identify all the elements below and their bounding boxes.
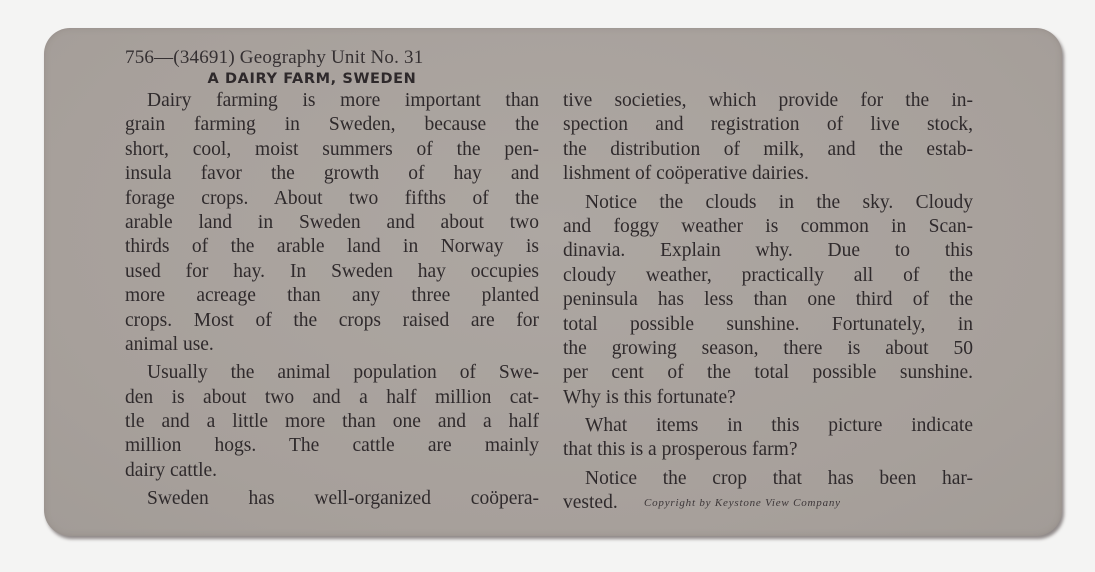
text-line: per cent of the total possible sunshine. [563,362,973,384]
text-line: arable land in Sweden and about two [125,211,539,233]
paragraph [125,89,539,357]
text-line: tle and a little more than one and a half [125,411,539,433]
text-line: Usually the animal population of Swe- [147,362,539,384]
text-line: tive societies, which provide for the in- [563,90,973,111]
text-line: spection and registration of live stock, [563,114,973,136]
text-line: million hogs. The cattle are mainly [125,435,539,457]
stereoview-card-back [44,28,1062,536]
text-line: grain farming in Sweden, because the [125,114,539,136]
paragraph [563,191,973,411]
text-line: lishment of coöperative dairies. [563,163,809,185]
text-line: cloudy weather, practically all of the [563,264,973,286]
text-line: Notice the crop that has been har- [585,467,973,489]
text-line: Sweden has well-organized coöpera- [147,488,539,510]
text-line: used for hay. In Sweden hay occupies [125,260,539,282]
card-header: 756—(34691) Geography Unit No. 31 [125,47,424,68]
paragraph [563,89,973,187]
text-line: den is about two and a half million cat- [125,386,539,408]
text-line: peninsula has less than one third of the [563,289,973,311]
text-line: dairy cattle. [125,459,218,481]
text-line: total possible sunshine. Fortunately, in [563,313,973,335]
right-column [563,47,973,516]
copyright-notice: Copyright by Keystone View Company [644,497,841,509]
text-line: dinavia. Explain why. Due to this [563,240,973,262]
text-line: What items in this picture indicate [585,415,973,437]
text-line: the growing season, there is about 50 [563,337,973,359]
text-line: Why is this fortunate? [563,386,736,408]
paragraph [125,487,539,511]
paragraph [125,361,539,483]
text-line: more acreage than any three planted [125,285,539,307]
text-line: Dairy farming is more important than [147,90,539,111]
text-line: insula favor the growth of hay and [125,163,539,185]
text-line: Notice the clouds in the sky. Cloudy [585,191,973,213]
text-line: short, cool, moist summers of the pen- [125,138,539,160]
text-line: the distribution of milk, and the estab- [563,138,973,160]
text-line: animal use. [125,333,214,355]
paragraph [563,414,973,463]
card-title: A DAIRY FARM, SWEDEN [207,71,417,87]
text-line: vested. [563,492,618,514]
text-line: that this is a prosperous farm? [563,439,798,461]
left-column [125,47,539,512]
text-line: crops. Most of the crops raised are for [125,309,539,331]
text-line: and foggy weather is common in Scan- [563,215,973,237]
text-line: thirds of the arable land in Norway is [125,236,539,258]
text-line: forage crops. About two fifths of the [125,187,539,209]
